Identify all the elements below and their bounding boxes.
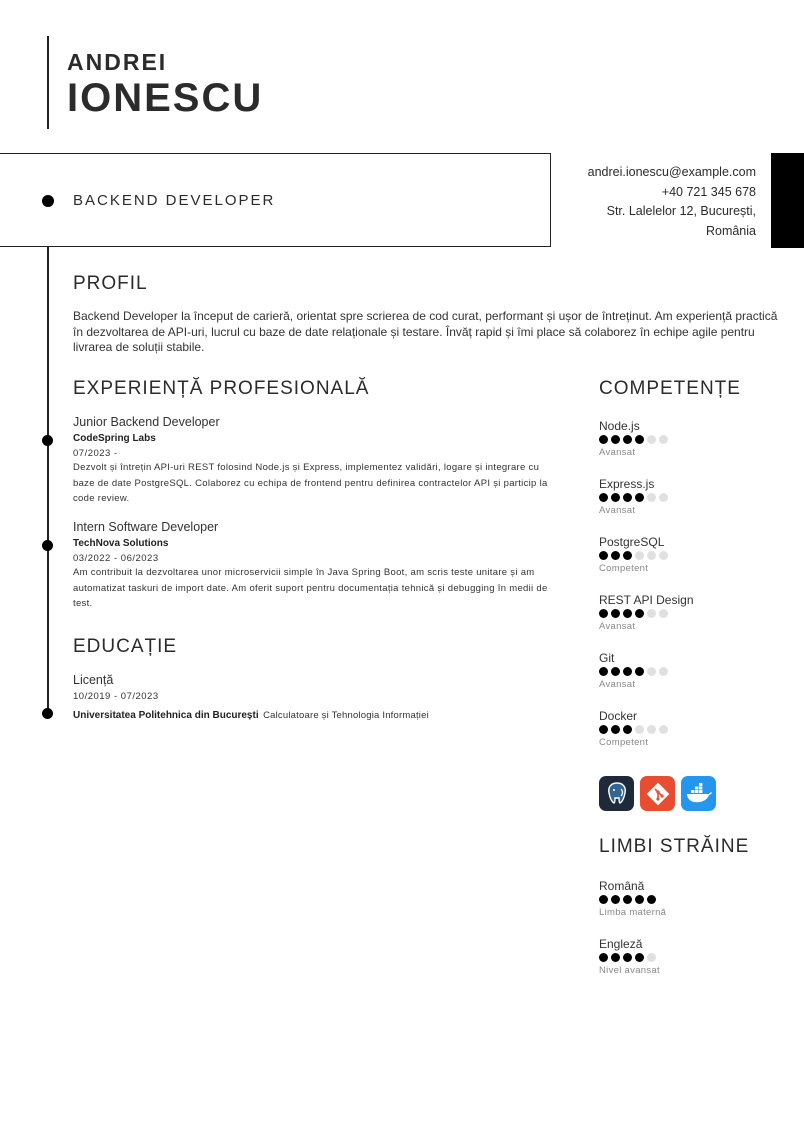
- rating-dot-empty: [647, 609, 656, 618]
- skill-item: [599, 593, 694, 651]
- rating-dots: [599, 551, 694, 560]
- decorative-black-tab: [771, 153, 804, 248]
- rating-dot-empty: [635, 725, 644, 734]
- rating-dot-filled: [599, 667, 608, 676]
- tech-icons-row: [599, 776, 716, 811]
- rating-dot-filled: [611, 609, 620, 618]
- languages-list: [599, 879, 666, 995]
- rating-dot-filled: [611, 551, 620, 560]
- experience-description: Dezvolt și întrețin API-uri REST folosind Node.js și Express, implementez validări, logare și integrare cu baze de date PostgreSQL. Colaborez cu echipa de frontend pentru definirea contractelor API și particip la code review.: [73, 462, 548, 504]
- rating-dot-empty: [647, 725, 656, 734]
- experience-company: CodeSpring Labs: [73, 433, 156, 444]
- timeline-dot: [42, 435, 53, 446]
- rating-dot-filled: [611, 953, 620, 962]
- skill-name: PostgreSQL: [599, 535, 665, 549]
- skill-level: Avansat: [599, 621, 636, 632]
- language-item: [599, 879, 666, 937]
- rating-dots: [599, 493, 694, 502]
- last-name: IONESCU: [67, 76, 264, 120]
- rating-dot-filled: [599, 725, 608, 734]
- skills-list: [599, 419, 694, 767]
- rating-dot-filled: [623, 895, 632, 904]
- contact-email[interactable]: andrei.ionescu@example.com: [587, 165, 756, 179]
- education-degree: Licență: [73, 673, 114, 687]
- rating-dots: [599, 725, 694, 734]
- language-name: Engleză: [599, 937, 643, 951]
- profile-text: Backend Developer la început de carieră, orientat spre scrierea de cod curat, performant și ușor de întreținut. Am experiență practică în dezvoltarea de API-uri, lucrul cu baze de date relaționale și testare. Învăț rapid și îmi place să colaborez în echipe agile pentru livrarea de soluții stabile.: [73, 309, 778, 354]
- language-level: Limba maternă: [599, 907, 667, 918]
- skills-heading: COMPETENȚE: [599, 378, 741, 399]
- skill-name: Docker: [599, 709, 638, 723]
- education-item: [73, 673, 429, 723]
- rating-dot-empty: [659, 609, 668, 618]
- rating-dots: [599, 895, 666, 904]
- education-school: Universitatea Politehnica din București: [73, 710, 259, 721]
- rating-dot-filled: [599, 609, 608, 618]
- rating-dots: [599, 435, 694, 444]
- education-field: Calculatoare și Tehnologia Informației: [263, 710, 429, 721]
- rating-dots: [599, 667, 694, 676]
- timeline-line: [47, 247, 49, 714]
- rating-dot-filled: [611, 667, 620, 676]
- title-bullet: [42, 195, 54, 207]
- skill-level: Avansat: [599, 679, 636, 690]
- rating-dot-filled: [599, 493, 608, 502]
- language-level: Nivel avansat: [599, 965, 660, 976]
- experience-company: TechNova Solutions: [73, 538, 169, 549]
- rating-dot-filled: [635, 609, 644, 618]
- rating-dot-filled: [599, 551, 608, 560]
- experience-description: Am contribuit la dezvoltarea unor microservicii simple în Java Spring Boot, am scris teste unitare și am automatizat taskuri de import date. Am oferit suport pentru documentația tehnică și debugging în medii de test.: [73, 567, 548, 609]
- contact-block: [556, 163, 756, 241]
- rating-dot-empty: [635, 551, 644, 560]
- rating-dot-empty: [647, 667, 656, 676]
- contact-phone[interactable]: +40 721 345 678: [661, 184, 756, 199]
- job-title: BACKEND DEVELOPER: [73, 192, 276, 209]
- education-dates: 10/2019 - 07/2023: [73, 691, 159, 702]
- rating-dot-filled: [635, 493, 644, 502]
- rating-dots: [599, 953, 666, 962]
- skill-name: Node.js: [599, 419, 640, 433]
- language-name: Română: [599, 879, 645, 893]
- rating-dot-filled: [623, 667, 632, 676]
- skill-name: Git: [599, 651, 615, 665]
- languages-heading: LIMBI STRĂINE: [599, 836, 750, 857]
- rating-dot-filled: [611, 435, 620, 444]
- rating-dot-filled: [611, 725, 620, 734]
- rating-dot-filled: [623, 953, 632, 962]
- postgresql-elephant-icon: [599, 776, 634, 811]
- rating-dot-filled: [623, 493, 632, 502]
- first-name: ANDREI: [67, 49, 168, 75]
- rating-dot-empty: [659, 435, 668, 444]
- skill-item: [599, 535, 694, 593]
- skill-name: Express.js: [599, 477, 655, 491]
- name-accent-bar: [47, 36, 49, 129]
- experience-heading: EXPERIENȚĂ PROFESIONALĂ: [73, 378, 370, 399]
- language-item: [599, 937, 666, 995]
- rating-dot-filled: [611, 493, 620, 502]
- timeline-dot: [42, 540, 53, 551]
- skill-level: Competent: [599, 737, 649, 748]
- skill-level: Avansat: [599, 447, 636, 458]
- rating-dot-filled: [599, 435, 608, 444]
- rating-dot-empty: [647, 493, 656, 502]
- rating-dot-empty: [647, 551, 656, 560]
- rating-dot-filled: [635, 953, 644, 962]
- skill-item: [599, 709, 694, 767]
- contact-address-line2: România: [705, 223, 756, 238]
- skill-name: REST API Design: [599, 593, 694, 607]
- rating-dot-empty: [659, 551, 668, 560]
- rating-dot-filled: [599, 895, 608, 904]
- rating-dot-empty: [659, 667, 668, 676]
- rating-dots: [599, 609, 694, 618]
- experience-title: Junior Backend Developer: [73, 415, 220, 429]
- rating-dot-filled: [623, 725, 632, 734]
- rating-dot-filled: [599, 953, 608, 962]
- experience-dates: 07/2023 -: [73, 448, 118, 459]
- rating-dot-empty: [659, 493, 668, 502]
- rating-dot-filled: [623, 609, 632, 618]
- docker-whale-icon: [681, 776, 716, 811]
- experience-item: [73, 415, 563, 507]
- rating-dot-filled: [635, 895, 644, 904]
- rating-dot-empty: [659, 725, 668, 734]
- contact-address-line1: Str. Lalelelor 12, București,: [606, 204, 756, 218]
- skill-level: Competent: [599, 563, 649, 574]
- skill-item: [599, 419, 694, 477]
- rating-dot-empty: [647, 953, 656, 962]
- rating-dot-filled: [647, 895, 656, 904]
- experience-dates: 03/2022 - 06/2023: [73, 553, 159, 564]
- rating-dot-filled: [611, 895, 620, 904]
- rating-dot-filled: [623, 551, 632, 560]
- rating-dot-filled: [623, 435, 632, 444]
- skill-item: [599, 651, 694, 709]
- rating-dot-filled: [635, 435, 644, 444]
- experience-title: Intern Software Developer: [73, 520, 219, 534]
- rating-dot-empty: [647, 435, 656, 444]
- education-heading: EDUCAȚIE: [73, 636, 178, 657]
- profile-heading: PROFIL: [73, 273, 148, 294]
- experience-item: [73, 520, 563, 612]
- skill-item: [599, 477, 694, 535]
- timeline-dot: [42, 708, 53, 719]
- skill-level: Avansat: [599, 505, 636, 516]
- git-icon: [640, 776, 675, 811]
- rating-dot-filled: [635, 667, 644, 676]
